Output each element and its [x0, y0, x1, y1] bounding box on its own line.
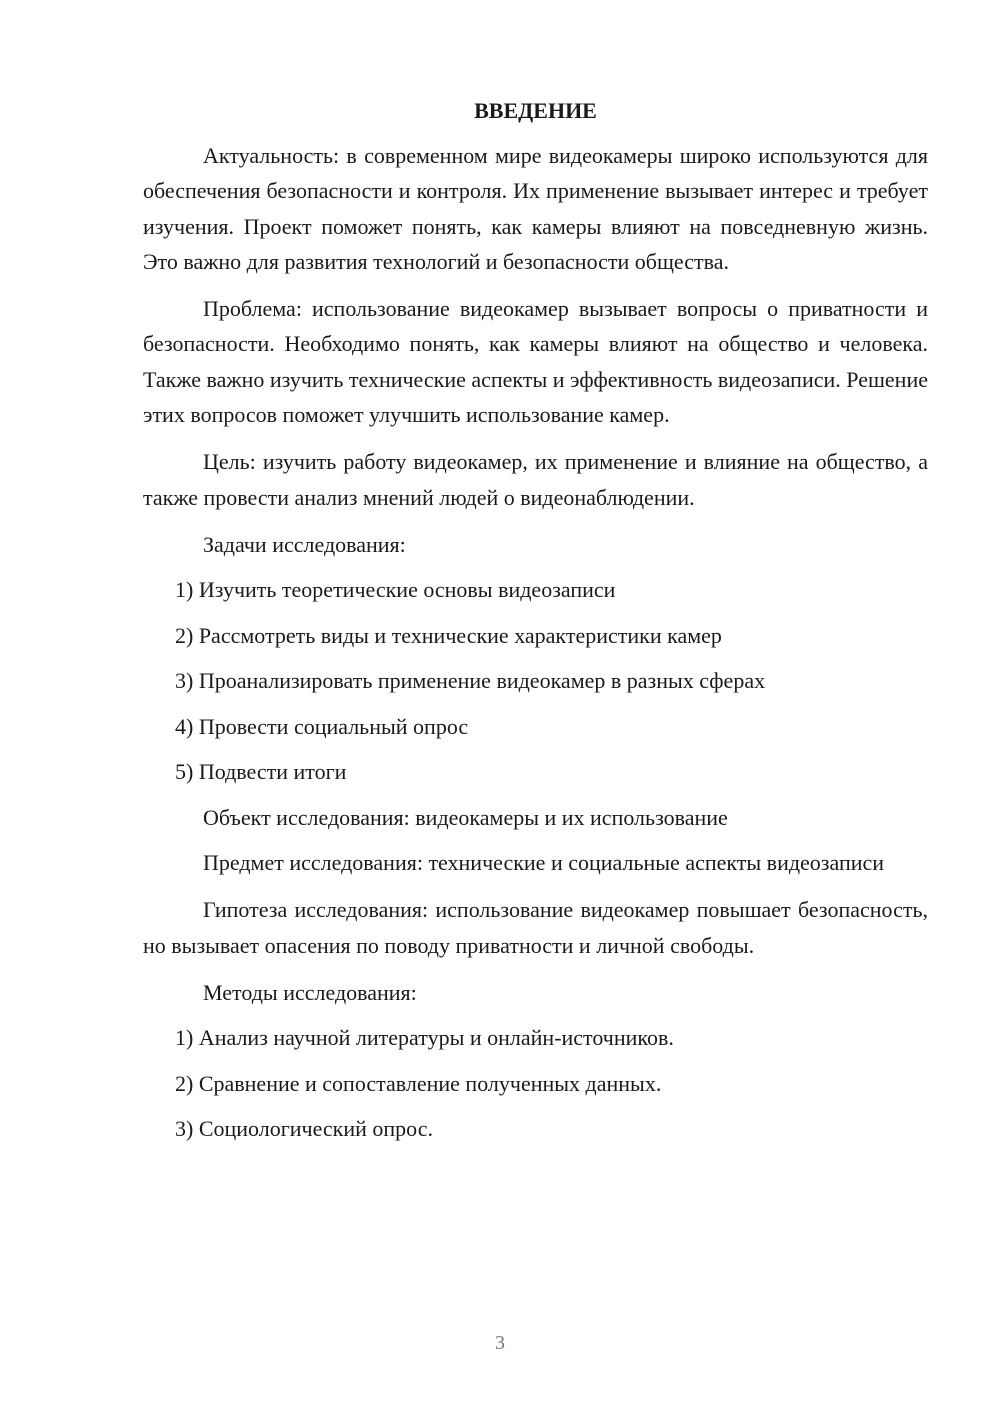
- relevance-paragraph: Актуальность: в современном мире видеокамеры широко используются для обеспечения безопасности и контроля. Их применение вызывает интерес и требует изучения. Проект поможет понять, как камеры влияют на повседневную жизнь. Это важно для развития технологий и безопасности общества.: [143, 143, 928, 274]
- object-line: Объект исследования: видеокамеры и их использование: [203, 804, 728, 830]
- subject-paragraph: Предмет исследования: технические и социальные аспекты видеозаписи: [203, 849, 885, 875]
- method-item: 3) Социологический опрос.: [175, 1116, 433, 1142]
- task-item: 3) Проанализировать применение видеокамер в разных сферах: [175, 668, 766, 694]
- method-item: 2) Сравнение и сопоставление полученных данных.: [175, 1070, 662, 1096]
- methods-list: [143, 1020, 928, 1146]
- document-page: [143, 96, 928, 1157]
- page-number: 3: [495, 1332, 505, 1354]
- task-item: 5) Подвести итоги: [175, 759, 347, 785]
- tasks-list: [143, 572, 928, 789]
- task-item: 1) Изучить теоретические основы видеозаписи: [175, 577, 616, 603]
- methods-heading: Методы исследования:: [203, 979, 417, 1005]
- goal-paragraph: Цель: изучить работу видеокамер, их применение и влияние на общество, а также провести анализ мнений людей о видеонаблюдении.: [143, 449, 928, 510]
- section-title: ВВЕДЕНИЕ: [474, 98, 597, 123]
- problem-paragraph: Проблема: использование видеокамер вызывает вопросы о приватности и безопасности. Необходимо понять, как камеры влияют на общество и человека. Также важно изучить технические аспекты и эффективность видеозаписи. Решение этих вопросов поможет улучшить использование камер.: [143, 296, 928, 428]
- task-item: 2) Рассмотреть виды и технические характеристики камер: [175, 622, 722, 648]
- hypothesis-paragraph: Гипотеза исследования: использование видеокамер повышает безопасность, но вызывает опасения по поводу приватности и личной свободы.: [143, 897, 928, 958]
- method-item: 1) Анализ научной литературы и онлайн-источников.: [175, 1025, 674, 1051]
- task-item: 4) Провести социальный опрос: [175, 713, 469, 739]
- tasks-heading: Задачи исследования:: [203, 531, 406, 557]
